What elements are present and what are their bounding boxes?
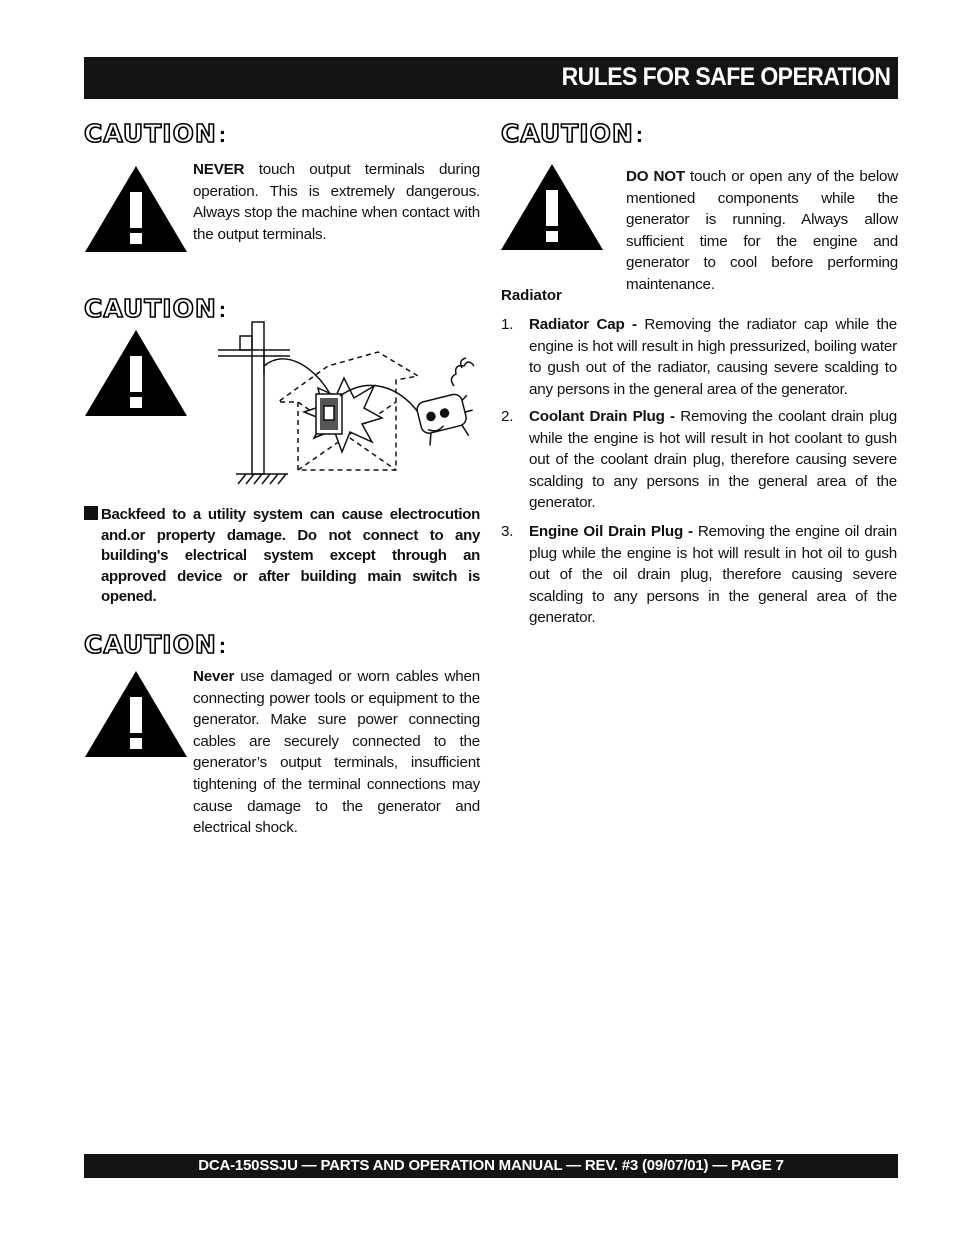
item-number: 2. <box>501 408 514 425</box>
caution-heading <box>84 632 227 657</box>
list-item <box>501 521 897 629</box>
caution-heading <box>84 121 227 146</box>
caution-word: CAUTION <box>501 119 634 148</box>
item-number: 3. <box>501 523 514 540</box>
page-footer <box>84 1154 898 1178</box>
caution-colon: : <box>218 122 228 147</box>
radiator-heading: Radiator <box>501 287 562 304</box>
item-text: Removing the radiator cap while the engine is hot will result in high pressurized, boiling water to gush out of the radiator, causing severe scalding to any persons in the general area of the generator. <box>529 316 897 398</box>
caution1-text <box>193 159 480 245</box>
page-title: RULES FOR SAFE OPERATION <box>561 63 890 91</box>
warning-triangle-icon <box>85 330 187 416</box>
backfeed-illustration <box>218 316 480 492</box>
right-caution-text <box>626 166 898 296</box>
warning-triangle-icon <box>85 671 187 757</box>
backfeed-text: Backfeed to a utility system can cause electrocution and.or property damage. Do not connect to any building's electrical system except through an approved device or after building main switch is opened. <box>101 506 480 605</box>
caution-colon: : <box>635 122 645 147</box>
caution-heading <box>84 296 227 321</box>
caution-colon: : <box>218 633 228 658</box>
item-title: Engine Oil Drain Plug - <box>529 523 698 540</box>
backfeed-warning <box>84 505 480 608</box>
caution3-text <box>193 666 480 839</box>
item-text: Removing the engine oil drain plug while the engine is hot will result in hot oil to gush out of the oil drain plug, therefore causing severe scalding to any persons in the general area of the generator. <box>529 523 897 627</box>
caution3-lead: Never <box>193 668 235 685</box>
caution-colon: : <box>218 297 228 322</box>
caution1-lead: NEVER <box>193 161 245 178</box>
right-caution-lead: DO NOT <box>626 168 685 185</box>
caution-word: CAUTION <box>84 294 217 323</box>
page-header <box>84 57 898 99</box>
caution3-body: use damaged or worn cables when connecting power tools or equipment to the generator. Make sure power connecting cables are securely connected to the generator’s output terminals, insufficient tightening of the terminal connections may cause damage to the generator and electrical shock. <box>193 668 480 837</box>
square-bullet-icon <box>84 506 98 520</box>
item-number: 1. <box>501 316 514 333</box>
footer-text: DCA-150SSJU — PARTS AND OPERATION MANUAL — REV. #3 (09/07/01) — PAGE 7 <box>198 1157 784 1174</box>
right-caution-body: touch or open any of the below mentioned components while the generator is running. Always allow sufficient time for the engine and generator to cool before performing maintenance. <box>626 168 899 293</box>
warning-triangle-icon <box>85 166 187 252</box>
warning-triangle-icon <box>501 164 603 250</box>
item-title: Radiator Cap - <box>529 316 645 333</box>
caution-word: CAUTION <box>84 630 217 659</box>
list-item <box>501 406 897 514</box>
item-title: Coolant Drain Plug - <box>529 408 681 425</box>
caution-heading <box>501 121 644 146</box>
list-item <box>501 314 897 400</box>
caution-word: CAUTION <box>84 119 217 148</box>
item-text: Removing the coolant drain plug while the engine is hot will result in hot coolant to gush out of the coolant drain plug, therefore causing severe scalding to any persons in the general area of the generator. <box>529 408 898 512</box>
caution1-body: touch output terminals during operation. This is extremely dangerous. Always stop the machine when contact with the output terminals. <box>193 161 480 243</box>
